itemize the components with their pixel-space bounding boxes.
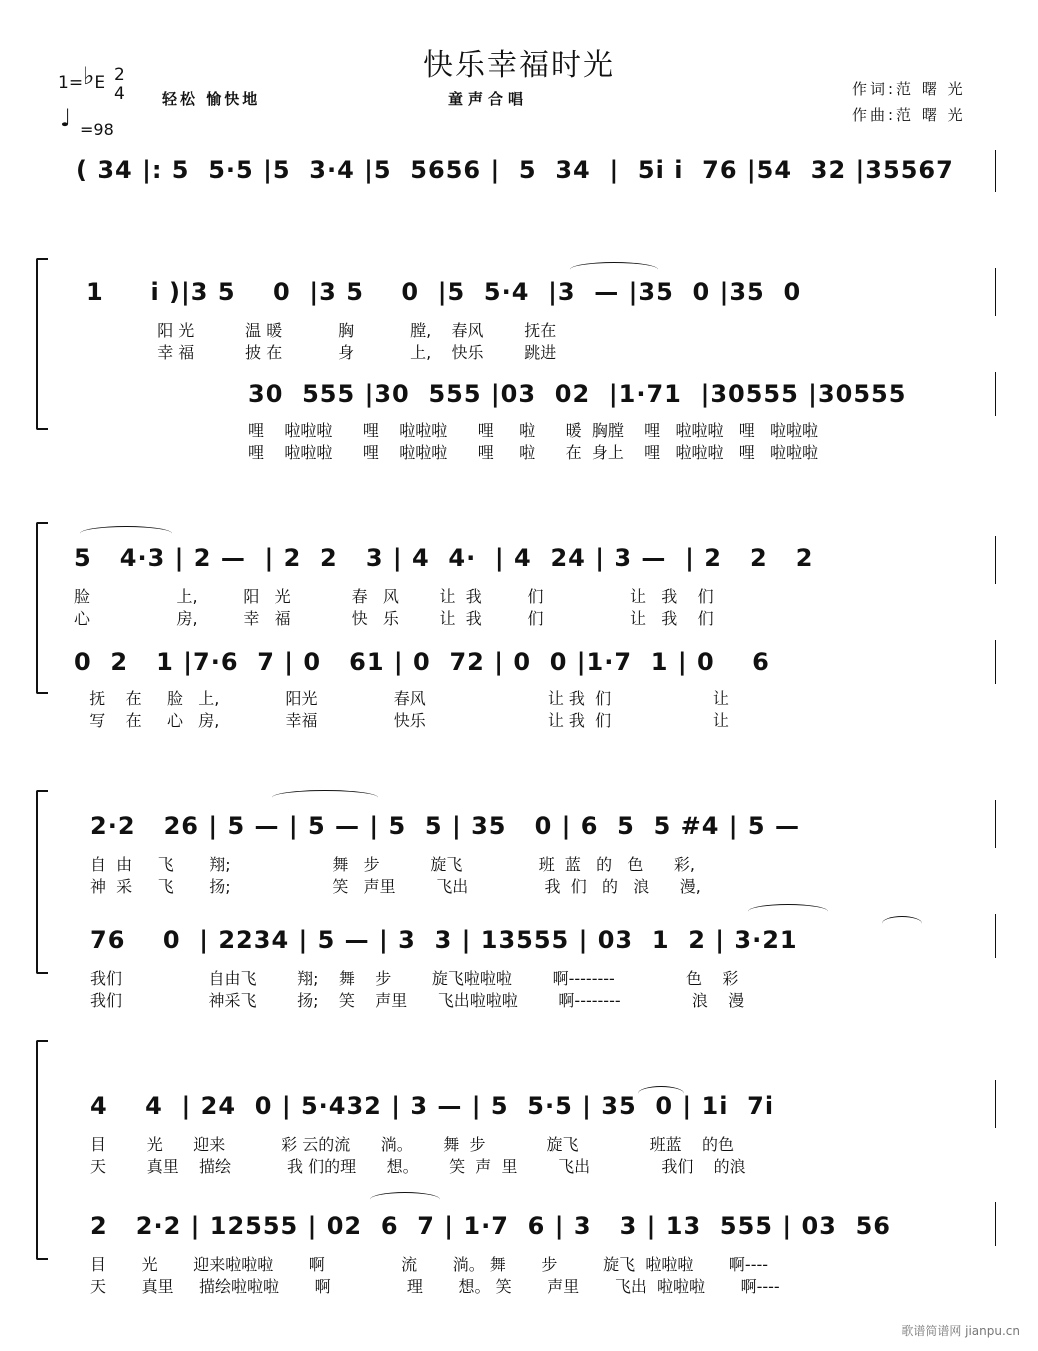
song-title: 快乐幸福时光 xyxy=(423,48,615,83)
tempo-marking: =98 xyxy=(80,120,114,139)
lyric-line: 幸 福 披 在 身 上, 快乐 跳进 xyxy=(86,343,557,362)
system-bracket xyxy=(36,1040,48,1260)
harmony-lyric-line: 我们 自由飞 翔; 舞 步 旋飞啦啦啦 啊-------- 色 彩 xyxy=(90,969,739,988)
expression-marking: 轻松 愉快地 xyxy=(162,90,261,108)
time-signature: 2 4 xyxy=(114,65,125,104)
slur xyxy=(638,1086,684,1101)
intro-notes: ( 34 |: 5 5·5 |5 3·4 |5 5656 | 5 34 | 5i i 76 |54 32 |35567 xyxy=(76,156,954,184)
barline xyxy=(995,640,996,684)
harmony-lyric-line: 哩 啦啦啦 哩 啦啦啦 哩 啦 在 身上 哩 啦啦啦 哩 啦啦啦 xyxy=(248,443,818,462)
slur xyxy=(370,1192,440,1207)
key-signature: 1=♭E xyxy=(58,62,106,93)
lyric-line: 天 真里 描绘 我 们的理 想。 笑 声 里 飞出 我们 的浪 xyxy=(90,1157,746,1176)
harmony-lyric-line: 哩 啦啦啦 哩 啦啦啦 哩 啦 暖 胸膛 哩 啦啦啦 哩 啦啦啦 xyxy=(248,421,818,440)
lyric-line: 阳 光 温 暖 胸 膛, 春风 抚在 xyxy=(86,321,557,340)
lyric-line: 目 光 迎来 彩 云的流 淌。 舞 步 旋飞 班蓝 的色 xyxy=(90,1135,735,1154)
melody-line: 4 4 | 24 0 | 5·432 | 3 — | 5 5·5 | 35 0 | 1i 7i xyxy=(90,1092,775,1120)
composer-credit: 作曲:范 曙 光 xyxy=(852,106,966,124)
barline xyxy=(995,1202,996,1246)
slur xyxy=(570,262,658,277)
lyric-line: 自 由 飞 翔; 舞 步 旋飞 班 蓝 的 色 彩, xyxy=(90,855,696,874)
barline xyxy=(995,268,996,316)
harmony-line: 30 555 |30 555 |03 02 |1·71 |30555 |30555 xyxy=(248,380,907,408)
barline xyxy=(995,914,996,958)
slur xyxy=(882,916,922,931)
slur xyxy=(80,526,172,541)
harmony-lyric-line: 写 在 心 房, 幸福 快乐 让 我 们 让 xyxy=(74,711,729,730)
melody-line: 2·2 26 | 5 — | 5 — | 5 5 | 35 0 | 6 5 5 #4 | 5 — xyxy=(90,812,800,840)
barline xyxy=(995,800,996,848)
barline xyxy=(995,1080,996,1128)
harmony-line: 76 0 | 2234 | 5 — | 3 3 | 13555 | 03 1 2 | 3·21 xyxy=(90,926,798,954)
harmony-lyric-line: 抚 在 脸 上, 阳光 春风 让 我 们 让 xyxy=(74,689,729,708)
lyric-line: 脸 上, 阳 光 春 风 让 我 们 让 我 们 xyxy=(74,587,714,606)
harmony-lyric-line: 我们 神采飞 扬; 笑 声里 飞出啦啦啦 啊-------- 浪 漫 xyxy=(90,991,745,1010)
melody-line: 1 i )|3 5 0 |3 5 0 |5 5·4 |3 — |35 0 |35 0 xyxy=(86,278,802,306)
harmony-lyric-line: 目 光 迎来啦啦啦 啊 流 淌。 舞 步 旋飞 啦啦啦 啊---- xyxy=(90,1255,769,1274)
lyric-line: 神 采 飞 扬; 笑 声里 飞出 我 们 的 浪 漫, xyxy=(90,877,701,896)
system-bracket xyxy=(36,258,48,430)
barline xyxy=(995,150,996,192)
system-bracket xyxy=(36,790,48,974)
barline xyxy=(995,372,996,416)
lyric-line: 心 房, 幸 福 快 乐 让 我 们 让 我 们 xyxy=(74,609,714,628)
watermark: 歌谱简谱网 jianpu.cn xyxy=(901,1324,1020,1338)
melody-line: 5 4·3 | 2 — | 2 2 3 | 4 4· | 4 24 | 3 — | 2 2 2 xyxy=(74,544,814,572)
quarter-note-icon: ♩ xyxy=(60,104,72,132)
system-bracket xyxy=(36,522,48,694)
slur xyxy=(272,790,378,805)
ensemble-label: 童声合唱 xyxy=(448,90,529,108)
harmony-line: 2 2·2 | 12555 | 02 6 7 | 1·7 6 | 3 3 | 13 555 | 03 56 xyxy=(90,1212,891,1240)
barline xyxy=(995,536,996,584)
lyricist-credit: 作词:范 曙 光 xyxy=(852,80,966,98)
harmony-line: 0 2 1 |7·6 7 | 0 61 | 0 72 | 0 0 |1·7 1 | 0 6 xyxy=(74,648,770,676)
harmony-lyric-line: 天 真里 描绘啦啦啦 啊 理 想。 笑 声里 飞出 啦啦啦 啊---- xyxy=(90,1277,780,1296)
slur xyxy=(748,904,828,919)
